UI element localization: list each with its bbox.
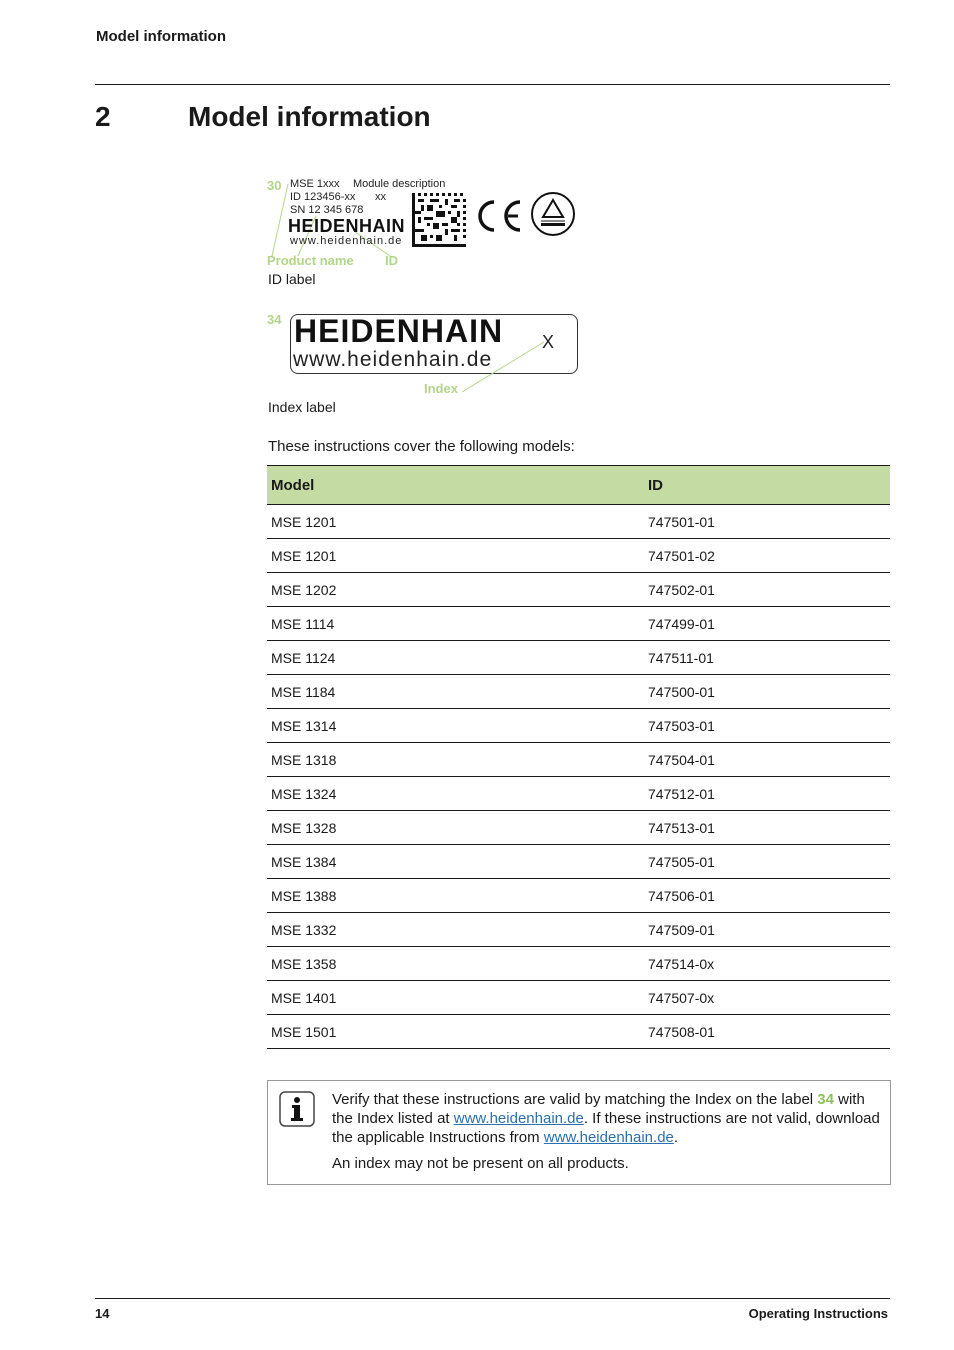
id-label-callout-number: 30 [267,178,282,193]
footer-doc-title: Operating Instructions [748,1306,888,1321]
cell-model: MSE 1328 [267,811,644,845]
cell-id: 747502-01 [644,573,890,607]
index-label-url-text: www.heidenhain.de [293,348,493,371]
index-label-callout-number: 34 [267,312,282,327]
table-row [267,743,890,777]
cell-id: 747499-01 [644,607,890,641]
cell-model: MSE 1202 [267,573,644,607]
cell-model: MSE 1314 [267,709,644,743]
cell-model: MSE 1388 [267,879,644,913]
callout-id: ID [385,253,398,268]
cell-id: 747512-01 [644,777,890,811]
page-number: 14 [95,1306,110,1321]
table-row [267,879,890,913]
running-header: Model information [96,28,226,45]
header-model: Model [267,466,644,505]
heidenhain-link-2[interactable]: www.heidenhain.de [543,1129,674,1146]
cell-model: MSE 1324 [267,777,644,811]
note-text [332,1090,880,1173]
cell-id: 747509-01 [644,913,890,947]
table-row [267,573,890,607]
cell-model: MSE 1184 [267,675,644,709]
cell-id: 747508-01 [644,1015,890,1049]
cell-model: MSE 1401 [267,981,644,1015]
cell-model: MSE 1332 [267,913,644,947]
table-row [267,913,890,947]
table-row [267,607,890,641]
ce-mark-icon [474,196,524,236]
cell-model: MSE 1124 [267,641,644,675]
label-url-text: www.heidenhain.de [290,235,403,247]
cell-model: MSE 1114 [267,607,644,641]
index-label-brand-text: HEIDENHAIN [294,313,504,349]
intro-text: These instructions cover the following models: [268,438,575,455]
header-id: ID [644,466,890,505]
datamatrix-code-icon [412,193,466,247]
info-icon [279,1091,315,1127]
index-label-caption: Index label [268,399,336,415]
label-index-text: xx [375,191,386,203]
index-label-figure [266,310,586,400]
table-row [267,811,890,845]
info-note-box [267,1080,891,1185]
table-row [267,1015,890,1049]
cell-id: 747501-01 [644,505,890,539]
cell-model: MSE 1318 [267,743,644,777]
cell-id: 747507-0x [644,981,890,1015]
cell-id: 747514-0x [644,947,890,981]
label-description-text: Module description [353,178,446,190]
label-serial-text: SN 12 345 678 [290,204,364,216]
cell-model: MSE 1384 [267,845,644,879]
callout-index: Index [424,381,458,396]
label-id-text: ID 123456-xx [290,191,356,203]
table-row [267,505,890,539]
label-brand-text: HEIDENHAIN [288,216,406,236]
cell-id: 747513-01 [644,811,890,845]
cell-id: 747504-01 [644,743,890,777]
table-row [267,981,890,1015]
cell-model: MSE 1201 [267,505,644,539]
cell-id: 747500-01 [644,675,890,709]
table-row [267,845,890,879]
note-paragraph-2: An index may not be present on all products. [332,1155,629,1172]
footer-rule [95,1298,890,1299]
cell-model: MSE 1358 [267,947,644,981]
table-row [267,539,890,573]
callout-product-name: Product name [267,253,354,268]
table-row [267,709,890,743]
models-table [267,465,890,1049]
table-row [267,675,890,709]
cell-id: 747506-01 [644,879,890,913]
chapter-title: Model information [188,101,431,132]
table-header-row [267,466,890,505]
table-row [267,777,890,811]
cell-model: MSE 1501 [267,1015,644,1049]
chapter-number: 2 [95,101,111,132]
label-model-text: MSE 1xxx [290,178,340,190]
table-row [267,641,890,675]
index-label-index-char: X [542,332,555,352]
cell-id: 747503-01 [644,709,890,743]
table-row [267,947,890,981]
label-reference-34: 34 [817,1091,834,1108]
tuv-certification-icon [529,190,577,238]
cell-model: MSE 1201 [267,539,644,573]
cell-id: 747501-02 [644,539,890,573]
heidenhain-link-1[interactable]: www.heidenhain.de [453,1110,584,1127]
note-paragraph-1: Verify that these instructions are valid by matching the Index on the label 34 with the Index listed at www.heidenhain.de. If these instructions are not valid, download the applicable Instructions from www.heidenhain.de. [332,1091,880,1146]
cell-id: 747511-01 [644,641,890,675]
header-rule [95,84,890,85]
id-label-caption: ID label [268,271,316,287]
cell-id: 747505-01 [644,845,890,879]
